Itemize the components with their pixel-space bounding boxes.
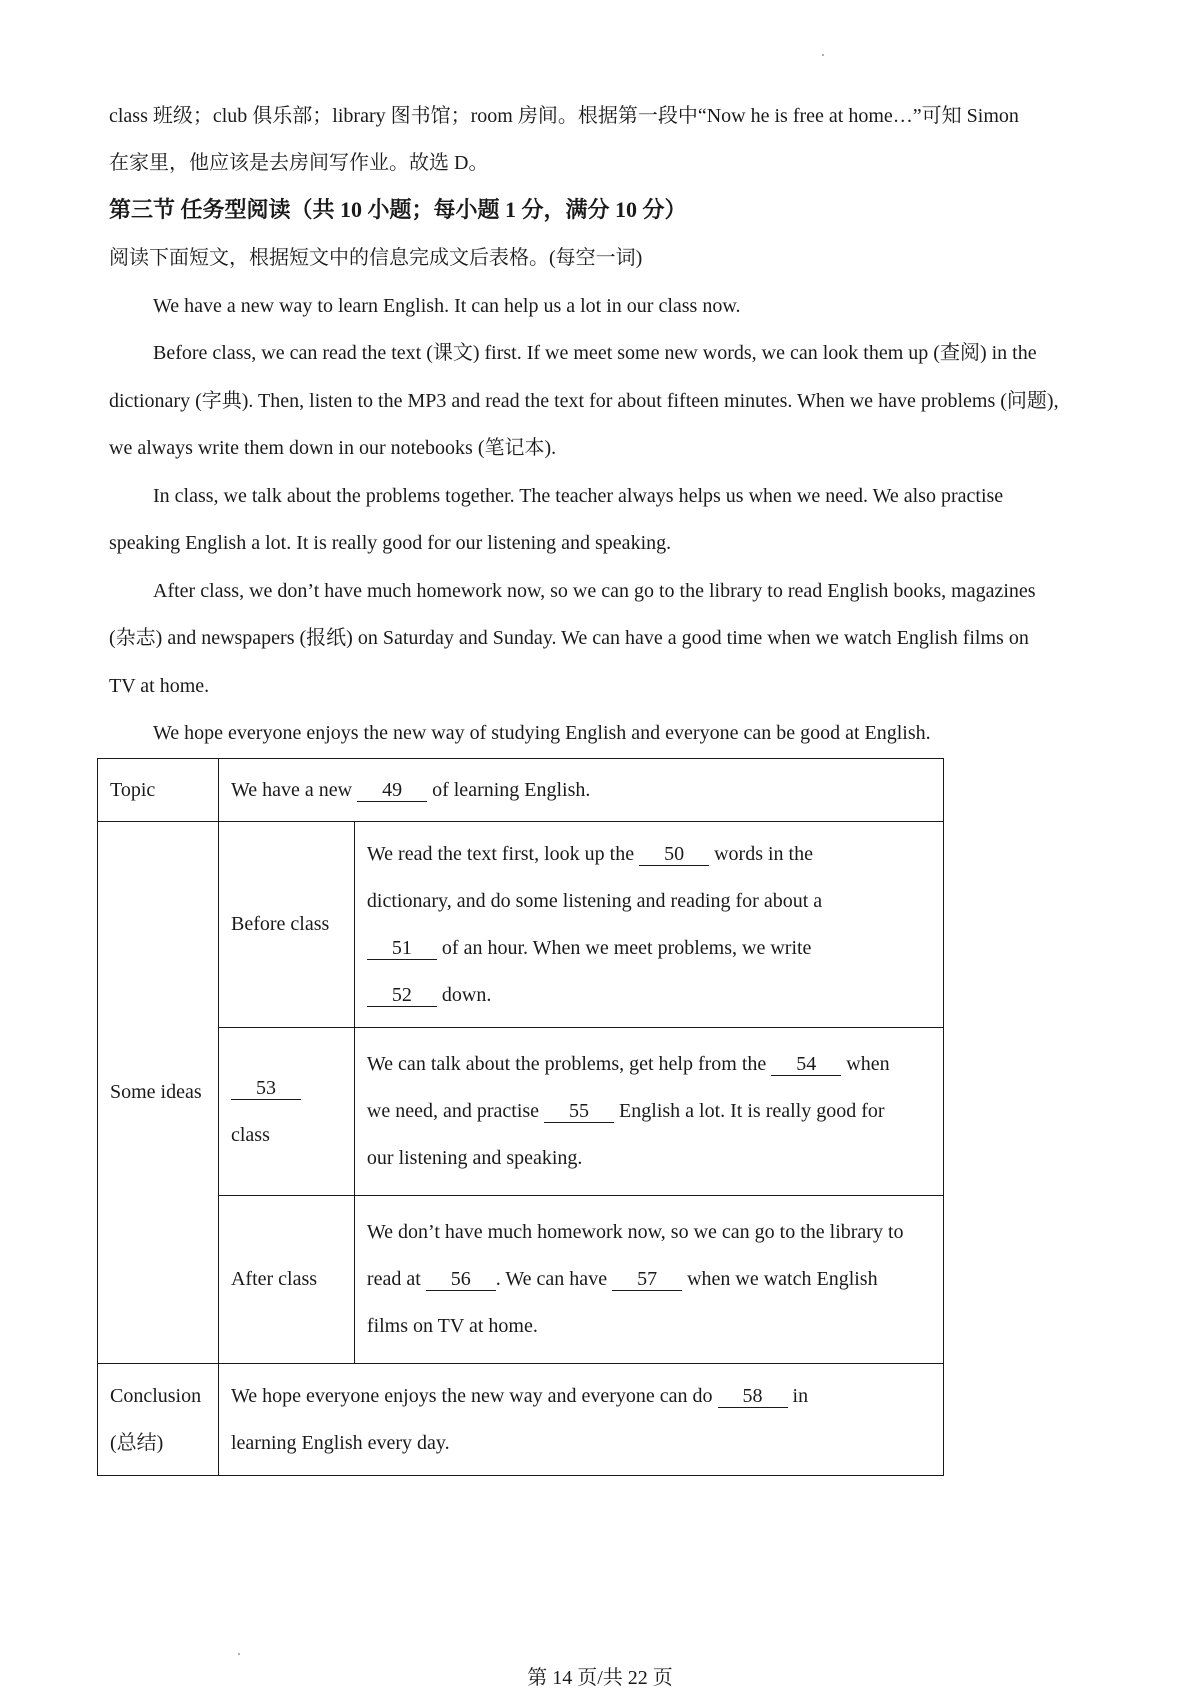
blank-52: 52 <box>367 985 437 1007</box>
topic-text-b: of learning English. <box>427 778 591 801</box>
topic-label: Topic <box>98 759 219 822</box>
in-class-label-cell <box>218 1028 354 1196</box>
conclusion-text-1b: in <box>787 1384 809 1407</box>
blank-50: 50 <box>639 844 709 866</box>
blank-51: 51 <box>367 938 437 960</box>
blank-58: 58 <box>718 1386 788 1408</box>
before-text-3b: of an hour. When we meet problems, we write <box>436 936 812 959</box>
blank-57: 57 <box>612 1269 682 1291</box>
in-text-2b: English a lot. It is really good for <box>614 1100 885 1122</box>
blank-53: 53 <box>231 1078 301 1100</box>
blank-56: 56 <box>426 1269 496 1291</box>
speck-mark-bottom <box>238 1653 240 1655</box>
page-number: 第 14 页/共 22 页 <box>527 1667 673 1689</box>
in-class-label: class <box>230 1123 270 1146</box>
before-text-1b: words in the <box>709 842 813 865</box>
after-text-2c: when we watch English <box>682 1268 878 1290</box>
in-text-3: our listening and speaking. <box>366 1147 583 1169</box>
after-class-label: After class <box>218 1196 354 1364</box>
answer-explanation-line-1: class 班级；club 俱乐部；library 图书馆；room 房间。根据第一段中“Now he is free at home…”可知 Simon <box>109 105 1019 127</box>
after-text-3: films on TV at home. <box>366 1315 538 1337</box>
before-text-4b: down. <box>436 983 492 1006</box>
passage-paragraph-4-line-1: After class, we don’t have much homework now, so we can go to the library to read English books, magazines <box>153 580 1036 602</box>
after-text-2b: . We can have <box>495 1268 613 1290</box>
passage-paragraph-2-line-2: dictionary (字典). Then, listen to the MP3 and read the text for about fifteen minutes. When we have problems (问题), <box>109 390 1059 412</box>
passage-paragraph-3-line-2: speaking English a lot. It is really good for our listening and speaking. <box>109 532 672 554</box>
conclusion-text-2: learning English every day. <box>230 1431 450 1454</box>
passage-paragraph-1: We have a new way to learn English. It can help us a lot in our class now. <box>153 295 741 317</box>
speck-mark <box>822 54 824 56</box>
section-instruction: 阅读下面短文，根据短文中的信息完成文后表格。(每空一词) <box>109 247 643 269</box>
in-text-1a: We can talk about the problems, get help from the <box>366 1053 772 1075</box>
table-row-conclusion <box>98 1364 944 1476</box>
before-text-2: dictionary, and do some listening and reading for about a <box>366 889 823 912</box>
topic-text-a: We have a new <box>230 778 358 801</box>
blank-54: 54 <box>771 1054 841 1076</box>
conclusion-label-cell <box>98 1364 219 1476</box>
conclusion-cell <box>218 1364 943 1476</box>
passage-paragraph-2-line-1: Before class, we can read the text (课文) first. If we meet some new words, we can look them up (查阅) in the <box>153 342 1037 364</box>
before-text-1a: We read the text first, look up the <box>366 842 640 865</box>
table-row-in-class <box>98 1028 944 1196</box>
table-row-after-class <box>98 1196 944 1364</box>
before-class-label: Before class <box>218 822 354 1028</box>
after-text-2a: read at <box>366 1268 426 1290</box>
conclusion-label: Conclusion <box>110 1384 202 1407</box>
conclusion-text-1a: We hope everyone enjoys the new way and everyone can do <box>230 1384 718 1407</box>
topic-cell <box>218 759 943 822</box>
after-class-cell <box>354 1196 943 1364</box>
passage-paragraph-4-line-3: TV at home. <box>109 675 210 697</box>
task-table <box>97 758 944 1476</box>
in-text-2a: we need, and practise <box>366 1100 545 1122</box>
in-class-cell <box>354 1028 943 1196</box>
conclusion-label-cn: (总结) <box>110 1431 164 1454</box>
blank-49: 49 <box>357 780 427 802</box>
section-title: 第三节 任务型阅读（共 10 小题；每小题 1 分，满分 10 分） <box>109 197 687 222</box>
table-row-before-class <box>98 822 944 1028</box>
passage-paragraph-3-line-1: In class, we talk about the problems together. The teacher always helps us when we need. We also practise <box>153 485 1004 507</box>
passage-paragraph-2-line-3: we always write them down in our notebooks (笔记本). <box>109 437 557 459</box>
passage-paragraph-5: We hope everyone enjoys the new way of studying English and everyone can be good at English. <box>153 722 931 744</box>
blank-55: 55 <box>544 1101 614 1123</box>
before-class-cell <box>354 822 943 1028</box>
answer-explanation-line-2: 在家里，他应该是去房间写作业。故选 D。 <box>109 152 489 174</box>
passage-paragraph-4-line-2: (杂志) and newspapers (报纸) on Saturday and Sunday. We can have a good time when we watch English films on <box>109 627 1029 649</box>
table-row-topic <box>98 759 944 822</box>
in-text-1b: when <box>841 1053 890 1075</box>
some-ideas-label: Some ideas <box>98 822 219 1364</box>
after-text-1: We don’t have much homework now, so we can go to the library to <box>366 1221 904 1243</box>
